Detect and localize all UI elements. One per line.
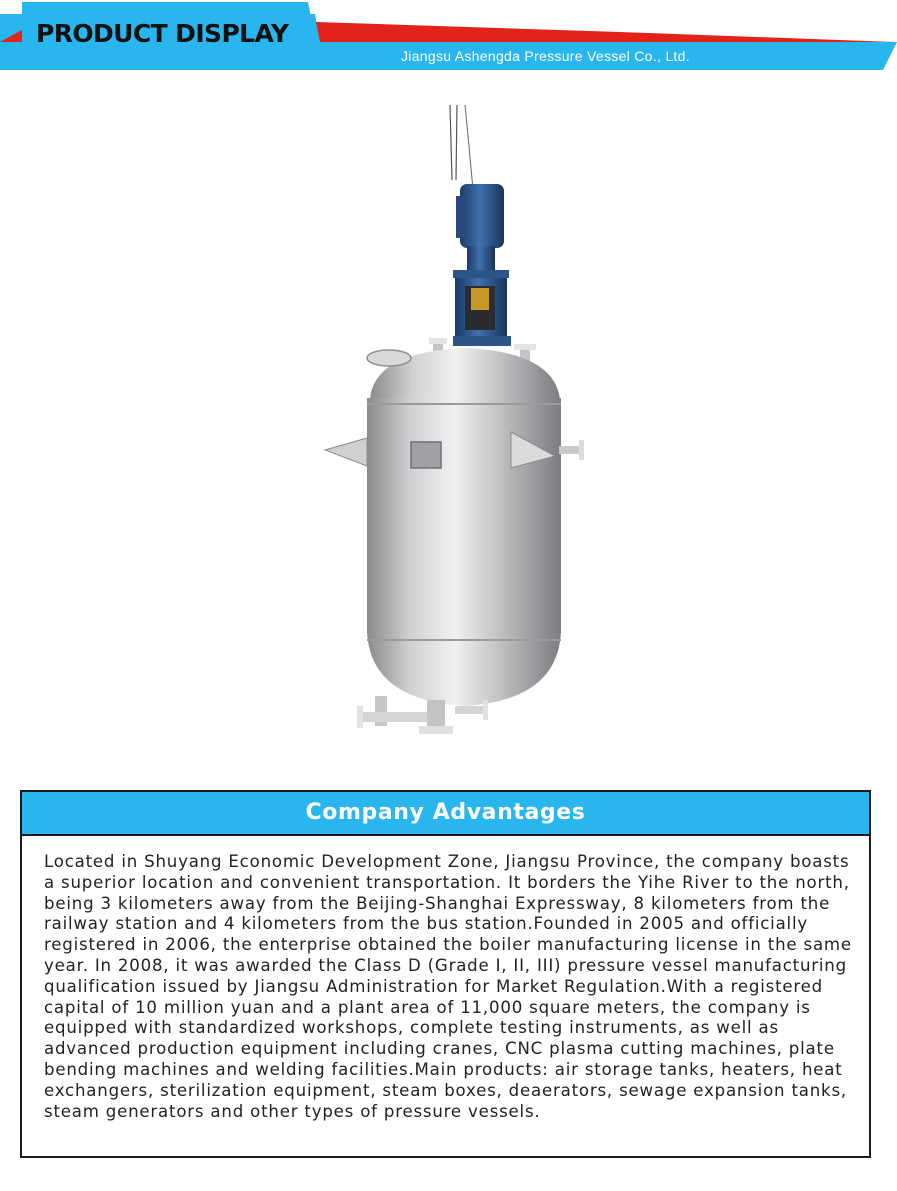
company-advantages-panel (20, 790, 871, 1158)
advantages-title: Company Advantages (22, 792, 869, 836)
reactor-vessel-illustration (315, 100, 585, 750)
page-title: PRODUCT DISPLAY (36, 19, 289, 48)
advantages-body: Located in Shuyang Economic Development Zone, Jiangsu Province, the company boasts a superior location and convenient transportation. It borders the Yihe River to the north, being 3 kilometers away from the Beijing-Shanghai Expressway, 8 kilometers from the railway station and 4 kilometers from the bus station.Founded in 2005 and officially registered in 2006, the enterprise obtained the boiler manufacturing license in the same year. In 2008, it was awarded the Class D (Grade I, II, III) pressure vessel manufacturing qualification issued by Jiangsu Administration for Market Regulation.With a registered capital of 10 million yuan and a plant area of 11,000 square meters, the company is equipped with standardized workshops, complete testing instruments, as well as advanced production equipment including cranes, CNC plasma cutting machines, plate bending machines and welding facilities.Main products: air storage tanks, heaters, heat exchangers, sterilization equipment, steam boxes, deaerators, sewage expansion tanks, steam generators and other types of pressure vessels. (44, 852, 852, 1121)
header-banner (0, 0, 897, 80)
company-name: Jiangsu Ashengda Pressure Vessel Co., Ltd. (401, 48, 690, 64)
product-image (315, 100, 585, 750)
